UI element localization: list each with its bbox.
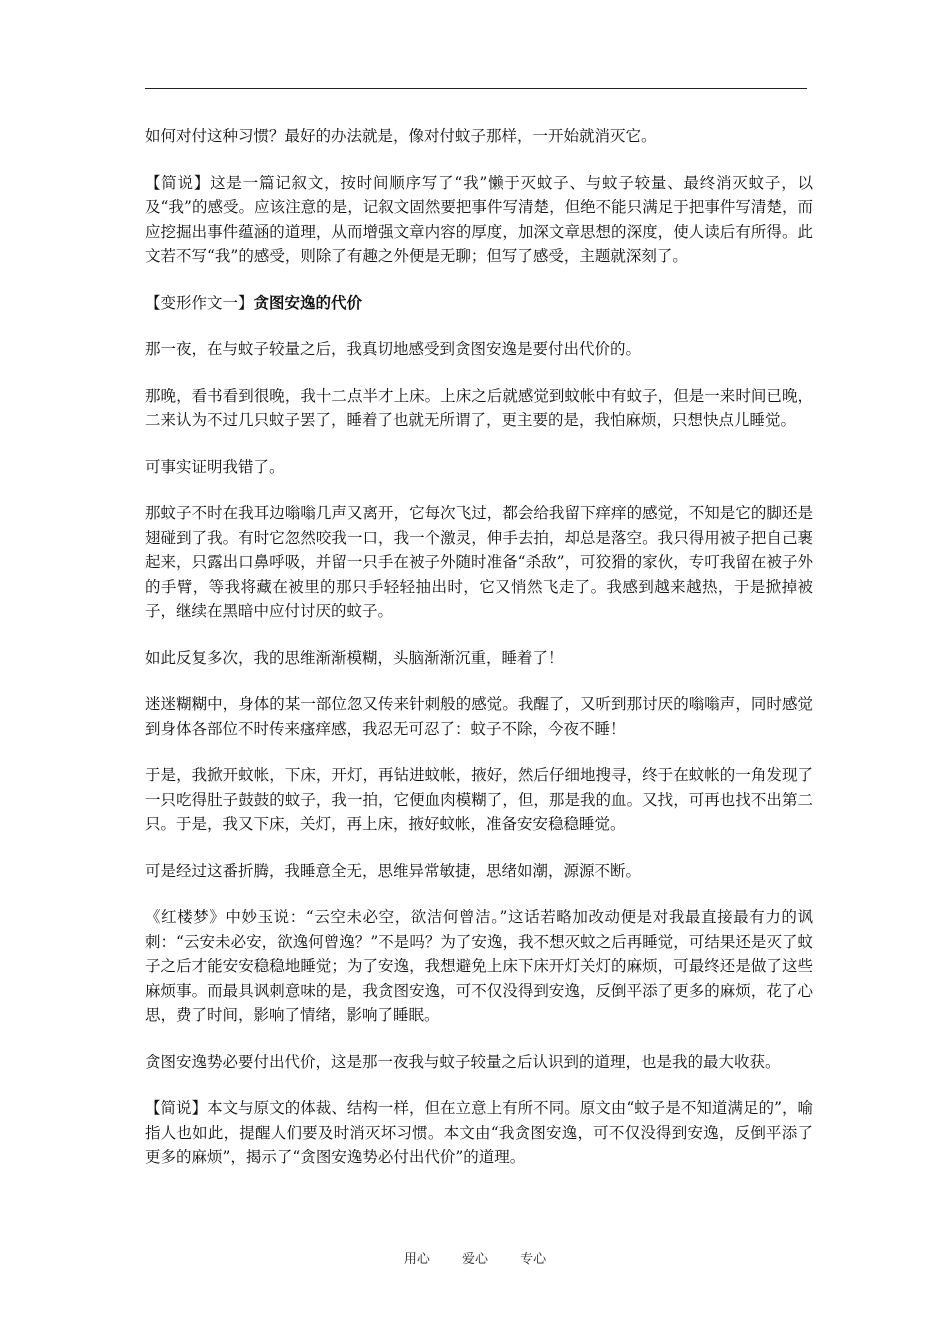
paragraph: 可事实证明我错了。 (145, 457, 285, 476)
footer-item: 专心 (520, 1252, 547, 1267)
section-title: 贪图安逸的代价 (253, 292, 363, 312)
paragraph: 于是，我掀开蚊帐，下床，开灯，再钻进蚊帐，掖好，然后仔细地搜寻，终于在蚊帐的一角发现了一只吃得肚子鼓鼓的蚊子，我一拍，它便血肉模糊了，但，那是我的血。又找，可再也找不出第二只。于是，我又下床，关灯，再上床，掖好蚊帐，准备安安稳稳睡觉。 (145, 766, 813, 833)
paragraph: 如此反复多次，我的思维渐渐模糊，头脑渐渐沉重，睡着了！ (145, 648, 564, 667)
paragraph: 那一夜，在与蚊子较量之后，我真切地感受到贪图安逸是要付出代价的。 (145, 340, 642, 358)
section-label: 【变形作文一】 (145, 293, 254, 312)
document-body (145, 124, 813, 1192)
paragraph: 如何对付这种习惯？最好的办法就是，像对付蚊子那样，一开始就消灭它。 (145, 127, 657, 145)
header-rule (145, 88, 807, 89)
footer-item: 爱心 (461, 1252, 488, 1267)
section-heading (145, 291, 813, 316)
paragraph: 可是经过这番折腾，我睡意全无，思维异常敏捷，思绪如潮，源源不断。 (145, 861, 642, 880)
paragraph: 那蚊子不时在我耳边嗡嗡几声又离开，它每次飞过，都会给我留下痒痒的感觉，不知是它的脚还是翅碰到了我。有时它忽然咬我一口，我一个激灵，伸手去拍，却总是落空。我只得用被子把自己裹起来，只露出口鼻呼吸，并留一只手在被子外随时准备“杀敌”，可狡猾的家伙，专叮我留在被子外的手臂，等我将藏在被里的那只手轻轻抽出时，它又悄然飞走了。我感到越来越热，于是掀掉被子，继续在黑暗中应付讨厌的蚊子。 (145, 504, 813, 620)
paragraph: 《红楼梦》中妙玉说：“云空未必空，欲洁何曾洁。”这话若略加改动便是对我最直接最有力的讽刺：“云安未必安，欲逸何曾逸？”不是吗？为了安逸，我不想灭蚊之后再睡觉，可结果还是灭了蚊子之后才能安安稳稳地睡觉；为了安逸，我想避免上床下床开灯关灯的麻烦，可最终还是做了这些麻烦事。而最具讽刺意味的是，我贪图安逸，可不仅没得到安逸，反倒平添了更多的麻烦，花了心思，费了时间，影响了情绪，影响了睡眠。 (145, 908, 813, 1024)
paragraph: 贪图安逸势必要付出代价，这是那一夜我与蚊子较量之后认识到的道理，也是我的最大收获。 (145, 1052, 781, 1071)
paragraph: 迷迷糊糊中，身体的某一部位忽又传来针刺般的感觉。我醒了，又听到那讨厌的嗡嗡声，同时感觉到身体各部位不时传来瘙痒感，我忍无可忍了：蚊子不除，今夜不睡！ (145, 695, 813, 738)
commentary-paragraph: 【简说】这是一篇记叙文，按时间顺序写了“我”懒于灭蚊子、与蚊子较量、最终消灭蚊子，以及“我”的感受。应该注意的是，记叙文固然要把事件写清楚，但绝不能只满足于把事件写清楚，而应挖掘出事件蕴涵的道理，从而增强文章内容的厚度，加深文章思想的深度，使人读后有所得。此文若不写“我”的感受，则除了有趣之外便是无聊；但写了感受，主题就深刻了。 (145, 173, 813, 265)
page-footer (0, 1248, 950, 1267)
commentary-paragraph: 【简说】本文与原文的体裁、结构一样，但在立意上有所不同。原文由“蚊子是不知道满足的”，喻指人也如此，提醒人们要及时消灭坏习惯。本文由“我贪图安逸，可不仅没得到安逸，反倒平添了更多的麻烦”，揭示了“贪图安逸势必付出代价”的道理。 (145, 1099, 813, 1166)
footer-item: 用心 (403, 1252, 430, 1267)
paragraph: 那晚，看书看到很晚，我十二点半才上床。上床之后就感觉到蚊帐中有蚊子，但是一来时间已晚，二来认为不过几只蚊子罢了，睡着了也就无所谓了，更主要的是，我怕麻烦，只想快点儿睡觉。 (145, 386, 813, 429)
